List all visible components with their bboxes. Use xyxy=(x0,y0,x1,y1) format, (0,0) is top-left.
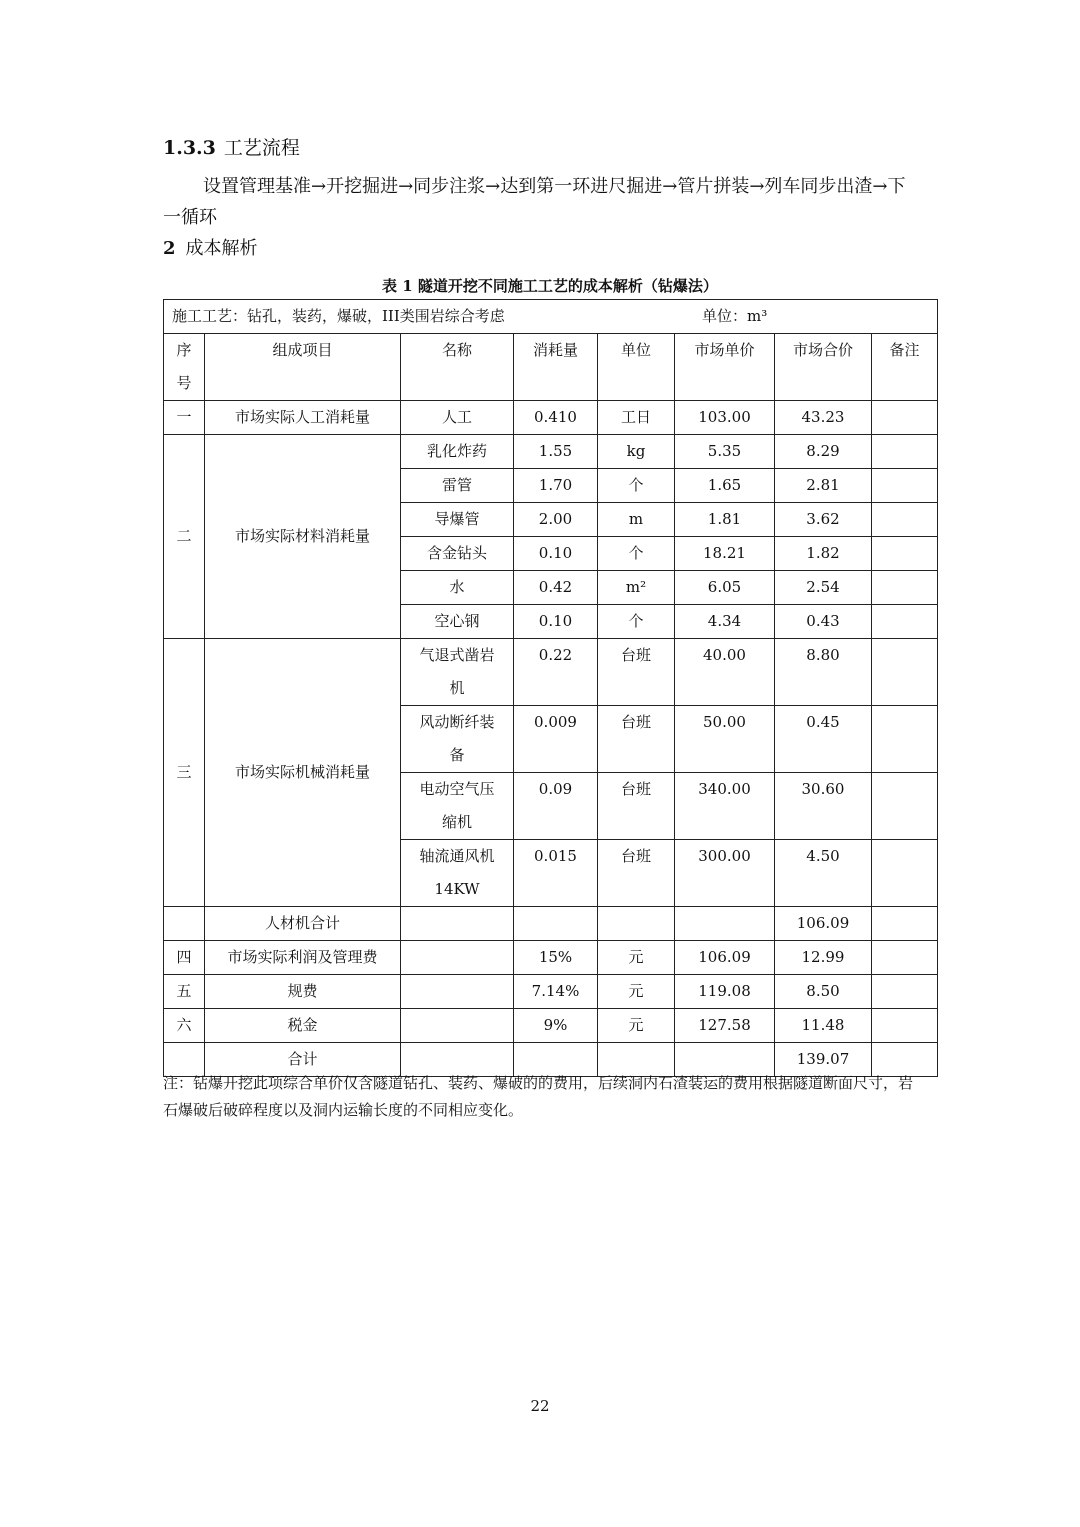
unit-price: 40.00 xyxy=(675,639,775,706)
resource-name: 轴流通风机14KW xyxy=(401,840,514,907)
section-title: 工艺流程 xyxy=(223,137,300,159)
total-price: 8.50 xyxy=(775,975,872,1009)
remark xyxy=(872,840,938,907)
header-cell: 备注 xyxy=(872,334,938,401)
table-cell xyxy=(872,907,938,941)
remark xyxy=(872,435,938,469)
rate: 9% xyxy=(514,1009,598,1043)
section-number: 1.3.3 xyxy=(163,137,216,159)
unit-price: 5.35 xyxy=(675,435,775,469)
subtotal-value: 106.09 xyxy=(775,907,872,941)
header-cell: 消耗量 xyxy=(514,334,598,401)
remark xyxy=(872,941,938,975)
quantity: 1.70 xyxy=(514,469,598,503)
cost-table xyxy=(163,299,938,1077)
grand-total-label: 合计 xyxy=(205,1043,401,1077)
item-name: 市场实际机械消耗量 xyxy=(205,639,401,907)
process-paragraph: 设置管理基准→开挖掘进→同步注浆→达到第一环进尺掘进→管片拼装→列车同步出渣→下一循环 xyxy=(163,176,906,228)
quantity: 1.55 xyxy=(514,435,598,469)
header-cell: 名称 xyxy=(401,334,514,401)
unit: 个 xyxy=(598,537,675,571)
total-price: 11.48 xyxy=(775,1009,872,1043)
resource-name: 乳化炸药 xyxy=(401,435,514,469)
item-name: 规费 xyxy=(205,975,401,1009)
table-cell xyxy=(401,907,514,941)
remark xyxy=(872,537,938,571)
remark xyxy=(872,773,938,840)
resource-name: 水 xyxy=(401,571,514,605)
table-cell xyxy=(164,907,205,941)
header-cell: 市场合价 xyxy=(775,334,872,401)
info-row xyxy=(164,300,938,334)
unit: 元 xyxy=(598,941,675,975)
unit: 台班 xyxy=(598,840,675,907)
total-price: 43.23 xyxy=(775,401,872,435)
unit-price: 103.00 xyxy=(675,401,775,435)
unit-info: 单位：m³ xyxy=(702,307,768,325)
fee-row xyxy=(164,975,938,1009)
quantity: 0.10 xyxy=(514,605,598,639)
remark xyxy=(872,605,938,639)
header-cell: 单位 xyxy=(598,334,675,401)
row-number: 六 xyxy=(164,1009,205,1043)
total-price: 2.81 xyxy=(775,469,872,503)
item-name: 市场实际利润及管理费 xyxy=(205,941,401,975)
remark xyxy=(872,469,938,503)
section2-title: 成本解析 xyxy=(185,238,258,259)
table-cell xyxy=(675,907,775,941)
table-row xyxy=(164,639,938,706)
unit: 台班 xyxy=(598,639,675,706)
unit: 个 xyxy=(598,605,675,639)
header-cell: 序号 xyxy=(164,334,205,401)
fee-row xyxy=(164,1009,938,1043)
subtotal-label: 人材机合计 xyxy=(205,907,401,941)
base-amount: 119.08 xyxy=(675,975,775,1009)
remark xyxy=(872,639,938,706)
item-name: 税金 xyxy=(205,1009,401,1043)
unit: 元 xyxy=(598,1009,675,1043)
remark xyxy=(872,571,938,605)
unit-price: 340.00 xyxy=(675,773,775,840)
total-price: 0.43 xyxy=(775,605,872,639)
resource-name: 空心钢 xyxy=(401,605,514,639)
item-name: 市场实际人工消耗量 xyxy=(205,401,401,435)
grand-total-value: 139.07 xyxy=(775,1043,872,1077)
remark xyxy=(872,975,938,1009)
rate: 7.14% xyxy=(514,975,598,1009)
header-cell: 市场单价 xyxy=(675,334,775,401)
unit: 元 xyxy=(598,975,675,1009)
quantity: 0.015 xyxy=(514,840,598,907)
table-caption: 表 1 隧道开挖不同施工工艺的成本解析（钻爆法） xyxy=(382,277,718,295)
section-heading xyxy=(163,134,300,162)
quantity: 0.09 xyxy=(514,773,598,840)
quantity: 2.00 xyxy=(514,503,598,537)
item-name: 市场实际材料消耗量 xyxy=(205,435,401,639)
quantity: 0.42 xyxy=(514,571,598,605)
section2-number: 2 xyxy=(163,238,176,259)
row-number: 一 xyxy=(164,401,205,435)
quantity: 0.10 xyxy=(514,537,598,571)
resource-name: 导爆管 xyxy=(401,503,514,537)
unit-price: 18.21 xyxy=(675,537,775,571)
total-price: 0.45 xyxy=(775,706,872,773)
unit: m xyxy=(598,503,675,537)
resource-name: 含金钻头 xyxy=(401,537,514,571)
total-price: 30.60 xyxy=(775,773,872,840)
table-cell xyxy=(598,907,675,941)
unit-price: 50.00 xyxy=(675,706,775,773)
row-number: 五 xyxy=(164,975,205,1009)
unit-price: 4.34 xyxy=(675,605,775,639)
rate: 15% xyxy=(514,941,598,975)
unit: kg xyxy=(598,435,675,469)
row-number: 二 xyxy=(164,435,205,639)
unit-price: 1.81 xyxy=(675,503,775,537)
unit-price: 6.05 xyxy=(675,571,775,605)
header-cell: 组成项目 xyxy=(205,334,401,401)
table-row xyxy=(164,401,938,435)
unit: 台班 xyxy=(598,773,675,840)
header-row xyxy=(164,334,938,401)
remark xyxy=(872,503,938,537)
table-cell xyxy=(401,975,514,1009)
total-price: 8.80 xyxy=(775,639,872,706)
base-amount: 106.09 xyxy=(675,941,775,975)
unit-price: 300.00 xyxy=(675,840,775,907)
section2-heading xyxy=(163,235,258,263)
subtotal-row xyxy=(164,907,938,941)
total-price: 12.99 xyxy=(775,941,872,975)
page-number: 22 xyxy=(530,1397,550,1415)
unit-price: 1.65 xyxy=(675,469,775,503)
resource-name: 风动断纤装备 xyxy=(401,706,514,773)
unit: 台班 xyxy=(598,706,675,773)
table-note: 注：钻爆开挖此项综合单价仅含隧道钻孔、装药、爆破的的费用，后续洞内石渣装运的费用根据隧道断面尺寸，岩石爆破后破碎程度以及洞内运输长度的不同相应变化。 xyxy=(163,1074,914,1119)
unit: m² xyxy=(598,571,675,605)
process-info: 施工工艺：钻孔，装药，爆破，III类围岩综合考虑 xyxy=(172,307,505,325)
remark xyxy=(872,401,938,435)
quantity: 0.410 xyxy=(514,401,598,435)
unit: 个 xyxy=(598,469,675,503)
total-price: 8.29 xyxy=(775,435,872,469)
table-cell xyxy=(401,1009,514,1043)
total-price: 3.62 xyxy=(775,503,872,537)
total-price: 1.82 xyxy=(775,537,872,571)
quantity: 0.22 xyxy=(514,639,598,706)
remark xyxy=(872,1009,938,1043)
unit: 工日 xyxy=(598,401,675,435)
table-cell xyxy=(514,907,598,941)
resource-name: 气退式凿岩机 xyxy=(401,639,514,706)
table-row xyxy=(164,435,938,469)
resource-name: 雷管 xyxy=(401,469,514,503)
total-price: 2.54 xyxy=(775,571,872,605)
row-number: 四 xyxy=(164,941,205,975)
total-price: 4.50 xyxy=(775,840,872,907)
quantity: 0.009 xyxy=(514,706,598,773)
table-cell xyxy=(401,941,514,975)
row-number: 三 xyxy=(164,639,205,907)
fee-row xyxy=(164,941,938,975)
resource-name: 电动空气压缩机 xyxy=(401,773,514,840)
remark xyxy=(872,706,938,773)
base-amount: 127.58 xyxy=(675,1009,775,1043)
resource-name: 人工 xyxy=(401,401,514,435)
